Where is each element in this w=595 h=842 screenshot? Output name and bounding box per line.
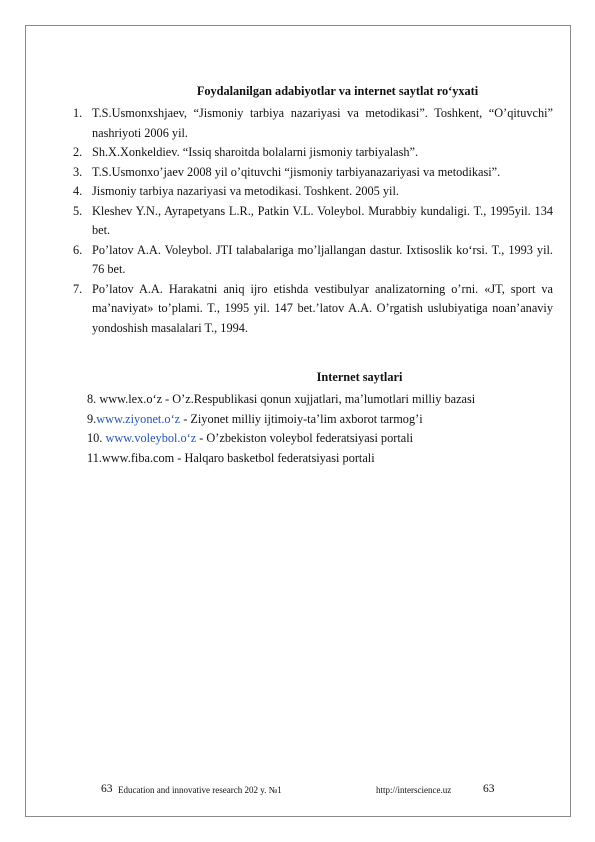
journal-name: Education and innovative research 202 y. №1 bbox=[118, 785, 282, 795]
list-item: 3. T.S.Usmonxo’jaev 2008 yil o’qituvchi “jismoniy tarbiyanazariyasi va metodikasi”. bbox=[73, 164, 501, 179]
internet-heading: Internet saytlari bbox=[316, 370, 403, 384]
list-item: 6. Po’latov A.A. Voleybol. JTI talabalariga mo’ljallangan dastur. Ixtisoslik ko‘rsi. T., 1993 yil. 76 bet. bbox=[73, 242, 553, 276]
page-footer bbox=[0, 784, 595, 800]
site-url: http://interscience.uz bbox=[376, 785, 452, 795]
link-url[interactable]: www.fiba.com bbox=[101, 450, 175, 465]
reference-list bbox=[73, 104, 553, 338]
reference-text: Po’latov A.A. Voleybol. JTI talabalariga mo’ljallangan dastur. Ixtisoslik ko‘rsi. T., 1993 yil. 76 bet. bbox=[92, 242, 553, 276]
link-url[interactable]: www.ziyonet.o‘z bbox=[96, 411, 181, 426]
link-url[interactable]: www.lex.o‘z bbox=[99, 392, 163, 406]
internet-link-list bbox=[87, 390, 475, 468]
page-number: 63 bbox=[101, 783, 113, 795]
list-item: 2. Sh.X.Xonkeldiev. “Issiq sharoitda bolalarni jismoniy tarbiyalash”. bbox=[73, 145, 419, 159]
reference-text: Jismoniy tarbiya nazariyasi va metodikasi. Toshkent. 2005 yil. bbox=[92, 184, 399, 198]
reference-text: Sh.X.Xonkeldiev. “Issiq sharoitda bolalarni jismoniy tarbiyalash”. bbox=[92, 145, 419, 159]
list-item: 7. Po’latov A.A. Harakatni aniq ijro etishda vestibulyar analizatorning o’rni. «JT, sport va ma’naviyat» to’plami. T., 1995 yil. 147 bet.’latov A.A. O’rgatish uslubiyatiga noan’anaviy yondoshish masalalari T., 1994. bbox=[73, 281, 553, 335]
reference-text: Kleshev Y.N., Ayrapetyans L.R., Patkin V.L. Voleybol. Murabbiy kundaligi. T., 1995yil. 134 bet. bbox=[92, 203, 553, 237]
list-item: 5. Kleshev Y.N., Ayrapetyans L.R., Patkin V.L. Voleybol. Murabbiy kundaligi. T., 1995yil. 134 bet. bbox=[73, 203, 553, 237]
list-item: 9.www.ziyonet.o‘z - Ziyonet milliy ijtimoiy-ta’lim axborot tarmog’i bbox=[87, 411, 423, 426]
reference-text: T.S.Usmonxshjaev, “Jismoniy tarbiya nazariyasi va metodikasi”. Toshkent, “O’qituvchi” nashriyoti 2006 yil. bbox=[92, 106, 553, 140]
list-item: 11.www.fiba.com - Halqaro basketbol federatsiyasi portali bbox=[87, 450, 375, 465]
link-url[interactable]: www.voleybol.o‘z bbox=[105, 431, 197, 445]
list-item: 10. www.voleybol.o‘z - O’zbekiston voleybol federatsiyasi portali bbox=[87, 431, 414, 445]
list-item: 1. T.S.Usmonxshjaev, “Jismoniy tarbiya nazariyasi va metodikasi”. Toshkent, “O’qituvchi” nashriyoti 2006 yil. bbox=[73, 106, 553, 140]
reference-text: Po’latov A.A. Harakatni aniq ijro etishda vestibulyar analizatorning o’rni. «JT, sport va ma’naviyat» to’plami. T., 1995 yil. 147 bet.’latov A.A. O’rgatish uslubiyatiga noan’anaviy yondoshish masalalari T., 1994. bbox=[92, 281, 553, 335]
list-item: 8. www.lex.o‘z - O’z.Respublikasi qonun xujjatlari, ma’lumotlari milliy bazasi bbox=[87, 392, 476, 406]
list-item: 4. Jismoniy tarbiya nazariyasi va metodikasi. Toshkent. 2005 yil. bbox=[73, 184, 399, 198]
page-number: 63 bbox=[483, 783, 495, 795]
reference-text: T.S.Usmonxo’jaev 2008 yil o’qituvchi “jismoniy tarbiyanazariyasi va metodikasi”. bbox=[92, 164, 501, 179]
page-title: Foydalanilgan adabiyotlar va internet saytlat ro‘yxati bbox=[196, 84, 479, 98]
